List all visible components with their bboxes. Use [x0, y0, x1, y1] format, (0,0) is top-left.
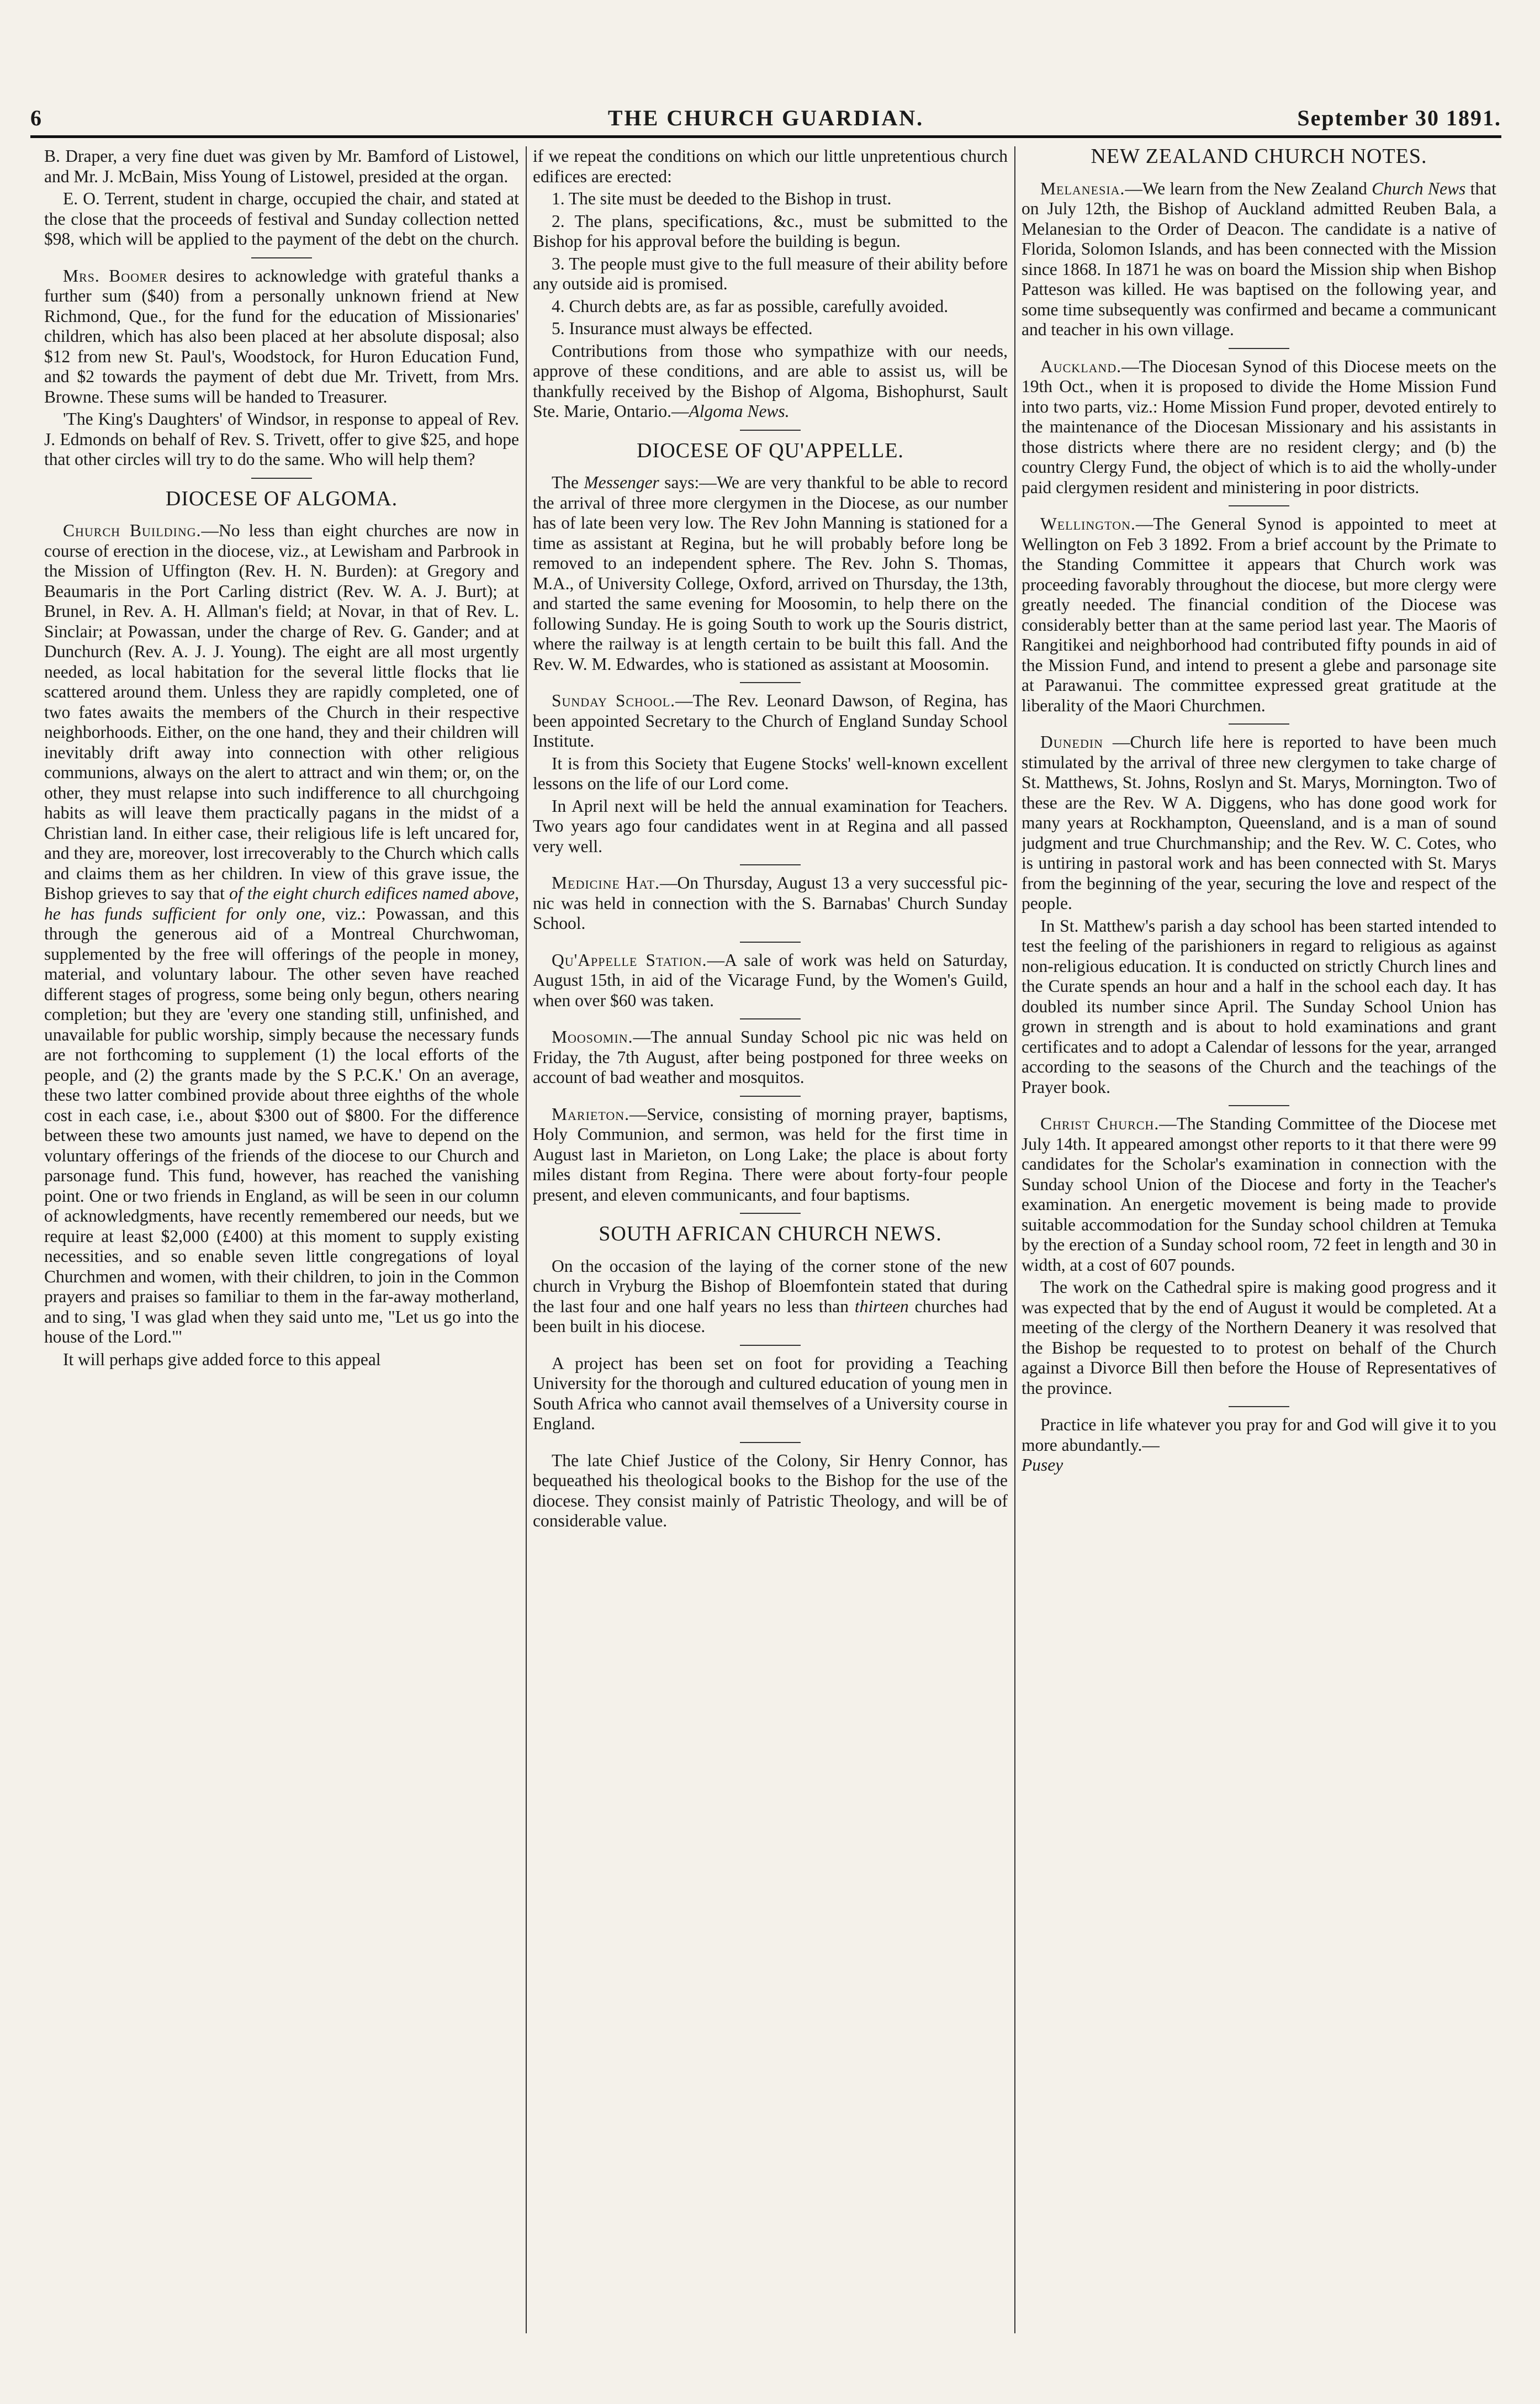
separator: [1229, 1406, 1289, 1407]
separator: [740, 430, 801, 431]
paragraph: if we repeat the conditions on which our little unpretentious church edifices are erected:: [533, 146, 1008, 186]
item-text: Practice in life whatever you pray for and God will give it to you more abundantly.—: [1022, 1415, 1496, 1455]
paragraph: It will perhaps give added force to this appeal: [63, 1349, 381, 1369]
item-lead: Marieton.: [552, 1104, 630, 1124]
item-lead: Church Building.: [63, 521, 202, 540]
paragraph: In St. Matthew's parish a day school has been started intended to test the feeling of the parishioners in regard to religious as against non-religious education. It is conducted on strictly Church lines and the Curate spends an hour and a half in the school each day. It has doubled its number since April. The Sunday School Union has grown in strength and is about to hold examinations and grant certificates and to adopt a Calendar of lessons for the year, arranged according to the seasons of the Church and the teachings of the Prayer book.: [1022, 916, 1496, 1097]
newspaper-title: THE CHURCH GUARDIAN.: [607, 105, 924, 130]
item-text: that on July 12th, the Bishop of Auckland admitted Reuben Bala, a Melanesian to the Order of Deacon. The candidate is a native of Florida, Solomon Islands, and has been connected with the Mission since 1868. In 1871 he was on board the Mission ship when Bishop Patteson was killed. He was baptised on the following year, and some time subsequently was confirmed and became a communicant and teacher in his own village.: [1022, 178, 1496, 339]
paragraph: [533, 1105, 1008, 1206]
item-text: viz.: Powassan, and this through the generous aid of a Montreal Churchwoman, supplemented by the free will offerings of the people in money, material, and voluntary labour. The other seven have reached different stages of progress, some being only begun, others nearing completion; but they are 'every one standing still, unfinished, and unavailable for public worship, simply because the necessary funds are not forthcoming to supplement (1) the local efforts of the people, and (2) the grants made by the S P.C.K.' On an average, these two latter combined provide about three eighths of the whole cost in each case, i.e., about $300 out of $800. For the difference between these two amounts just named, we have to depend on the voluntary offerings of the friends of the diocese to our Church and parsonage fund. This fund, however, has reached the vanishing point. One or two friends in England, as will be seen in our column of acknowledgments, have recently remembered our needs, but we require at least $2,000 (£400) at this moment to supply existing necessities, and so enable seven little congregations of loyal Churchmen and women, with their children, to join in the Common prayers and praises so familiar to them in the far-away motherland, and to sing, 'I was glad when they said unto me, "Let us go into the house of the Lord."': [44, 904, 519, 1346]
item-lead: Mrs. Boomer: [63, 266, 168, 286]
paragraph: The late Chief Justice of the Colony, Sir Henry Connor, has bequeathed his theological books to the Bishop for the use of the diocese. They consist mainly of Patristic Theology, and will be of considerable value.: [533, 1450, 1008, 1530]
separator: [251, 478, 312, 479]
italic-text: of the eight church edifices named above, he has funds sufficient for only one,: [44, 884, 519, 923]
paragraph: [1022, 1415, 1496, 1476]
item-text: Contributions from those who sympathize with our needs, approve of these conditions, and are able to assist us, will be thankfully received by the Bishop of Algoma, Bishophurst, Sault Ste. Marie, Ontario.—: [533, 341, 1008, 421]
list-item: 2. The plans, specifications, &c., must be submitted to the Bishop for his approval before the building is begun.: [533, 211, 1008, 251]
column-rule: [1014, 146, 1015, 2333]
separator: [740, 1096, 801, 1097]
item-lead: Dunedin: [1040, 732, 1104, 752]
paragraph: In April next will be held the annual examination for Teachers. Two years ago four candidates went in at Regina and all passed very well.: [533, 796, 1008, 856]
list-item: 1. The site must be deeded to the Bishop in trust.: [552, 189, 892, 208]
separator: [740, 942, 801, 943]
column-2: [533, 146, 1008, 2344]
separator: [1229, 505, 1289, 506]
italic-text: thirteen: [854, 1296, 909, 1316]
list-item: 5. Insurance must always be effected.: [552, 319, 813, 338]
separator: [1229, 1105, 1289, 1106]
item-lead: Auckland.: [1040, 356, 1122, 376]
separator: [740, 682, 801, 683]
column-1: [44, 146, 519, 2344]
separator: [740, 864, 801, 865]
paragraph: The work on the Cathedral spire is making good progress and it was expected that by the end of August it would be completed. At a meeting of the clergy of the Northern Deanery it was resolved that the Bishop be requested to to protest on behalf of the Church against a Divorce Bill then before the House of Representatives of the province.: [1022, 1277, 1496, 1398]
paragraph: B. Draper, a very fine duet was given by Mr. Bamford of Listowel, and Mr. J. McBain, Miss Young of Listowel, presided at the organ.: [44, 146, 519, 186]
list-item: 3. The people must give to the full measure of their ability before any outside aid is promised.: [533, 253, 1008, 293]
item-text: —We learn from the New Zealand: [1125, 178, 1372, 198]
item-text: churches had been built in his diocese.: [533, 1296, 1008, 1336]
paragraph: [44, 521, 519, 1348]
separator: [740, 1018, 801, 1019]
item-text: says:—We are very thankful to be able to record the arrival of three more clergymen in the Diocese, as our number has of late been very low. The Rev John Manning is stationed for a time as assistant at Regina, but he will probably before long be removed to an independent sphere. The Rev. John S. Thomas, M.A., of University College, Oxford, arrived on Thursday, the 13th, and started the same evening for Moosomin, to help there on the following Sunday. He is going South to work up the Souris district, where the railway is at length certain to be built this fall. And the Rev. W. M. Edwardes, who is stationed as assistant at Moosomin.: [533, 473, 1008, 674]
italic-text: Church News: [1372, 178, 1466, 198]
paragraph: [1022, 1114, 1496, 1275]
item-text: —On Thursday, August 13 a very successful pic-nic was held in connection with the S. Barnabas' Church Sunday School.: [533, 873, 1008, 933]
item-text: —Church life here is reported to have been much stimulated by the arrival of three new clergymen to take charge of St. Matthews, St. Johns, Roslyn and St. Marys, Mornington. Two of these are the Rev. W A. Diggens, who has done good work for many years at Rockhampton, Queensland, and is a man of sound judgment and true Churchmanship; and the Rev. W. C. Cotes, who is untiring in pastoral work and has been connected with St. Marys from the beginning of the year, securing the love and respect of the people.: [1022, 732, 1496, 913]
issue-date: September 30 1891.: [1297, 105, 1501, 130]
paragraph: [533, 873, 1008, 934]
separator: [740, 1442, 801, 1443]
column-3: [1022, 146, 1496, 2344]
item-text: —The annual Sunday School pic nic was held on Friday, the 7th August, after being postponed for three weeks on account of bad weather and mosquitos.: [533, 1027, 1008, 1087]
item-lead: Wellington.: [1040, 514, 1136, 533]
item-text: —Service, consisting of morning prayer, baptisms, Holy Communion, and sermon, was held for the first time in August last in Marieton, on Long Lake; the place is about forty miles distant from Regina. There were about forty-four people present, and eleven communicants, and four baptisms.: [533, 1104, 1008, 1204]
paragraph: It is from this Society that Eugene Stocks' well-known excellent lessons on the life of our Lord come.: [533, 753, 1008, 793]
item-text: The: [552, 473, 584, 492]
separator: [251, 257, 312, 258]
section-heading: DIOCESE OF QU'APPELLE.: [637, 438, 904, 462]
separator: [1229, 348, 1289, 349]
item-lead: Christ Church.: [1040, 1114, 1160, 1133]
separator: [740, 1345, 801, 1346]
item-lead: Qu'Appelle Station.: [552, 950, 707, 970]
paragraph: [533, 950, 1008, 1011]
item-text: —The General Synod is appointed to meet at Wellington on Feb 3 1892. From a brief account by the Primate to the Standing Committee it appears that Church work was proceeding favorably throughout the diocese, but more clergy were greatly needed. The financial condition of the Diocese was considerably better than at the same period last year. The Maoris of Rangitikei and neighborhood had contributed fifty pounds in aid of the Mission Fund, and intend to present a glebe and parsonage site at Parawanui. The committee expressed great gratitude at the liberality of the Maori Churchmen.: [1022, 514, 1496, 715]
page-number: 6: [30, 105, 41, 130]
section-heading: DIOCESE OF ALGOMA.: [165, 487, 398, 510]
paragraph: [533, 473, 1008, 674]
source-credit: Pusey: [1022, 1455, 1063, 1475]
item-text: —A sale of work was held on Saturday, August 15th, in aid of the Vicarage Fund, by the Women's Guild, when over $60 was taken.: [533, 950, 1008, 1010]
list-item: 4. Church debts are, as far as possible, carefully avoided.: [552, 296, 949, 316]
separator: [1229, 723, 1289, 725]
item-text: —No less than eight churches are now in course of erection in the diocese, viz., at Lewisham and Parbrook in the Mission of Uffington (Rev. H. N. Burden): at Gregory and Beaumaris in the Port Carling district (Rev. W. A. J. Burt); at Brunel, in Rev. A. H. Allman's field; at Novar, in that of Rev. L. Sinclair; at Powassan, under the charge of Rev. G. Gander; and at Dunchurch (Rev. A. J. J. Young). The eight are all most urgently needed, as local habitation for the several little flocks that lie scattered around them. Unless they are rapidly completed, one of two fates awaits the members of the Church in their respective neighborhoods. Either, on the one hand, they and their children will inevitably drift away into connection with other religious communions, always on the alert to attract and win them; or, on the other, they must relapse into such indifference to all churchgoing habits as will leave them practically pagans in the midst of a Christian land. In either case, their religious life is left uncared for, and they are, moreover, lost irrecoverably to the Church which calls and claims them as her children. In view of this grave issue, the Bishop grieves to say that: [44, 521, 519, 903]
paragraph: [1022, 179, 1496, 340]
item-lead: Sunday School.: [552, 691, 676, 710]
paragraph: [1022, 732, 1496, 914]
masthead: [30, 97, 1501, 138]
item-text: On the occasion of the laying of the corner stone of the new church in Vryburg the Bishop of Bloemfontein stated that during the last four and one half years no less than: [533, 1256, 1008, 1316]
item-text: —The Standing Committee of the Diocese met July 14th. It appeared amongst other reports to it that there were 99 candidates for the Scholar's examination in connection with the Sunday school Union of the Diocese and forty in the Teacher's examination. An energetic movement is being made to provide suitable accommodation for the Sunday school children at Temuka by the erection of a Sunday school room, 72 feet in length and 30 in width, at a cost of 607 pounds.: [1022, 1114, 1496, 1275]
section-heading: NEW ZEALAND CHURCH NOTES.: [1091, 146, 1427, 168]
source-credit: Algoma News.: [689, 401, 790, 421]
section-heading: SOUTH AFRICAN CHURCH NEWS.: [599, 1222, 942, 1245]
column-rule: [526, 146, 527, 2333]
paragraph: [533, 1256, 1008, 1337]
paragraph: 'The King's Daughters' of Windsor, in response to appeal of Rev. J. Edmonds on behalf of Rev. S. Trivett, offer to give $25, and hope that other circles will try to do the same. Who will help them?: [44, 409, 519, 469]
item-text: desires to acknowledge with grateful thanks a further sum ($40) from a personally unknown friend at New Richmond, Que., for the fund for the education of Missionaries' children, which has also been placed at her absolute disposal; also $12 from new St. Paul's, Woodstock, for Huron Education Fund, and $2 towards the payment of debt due Mr. Trivett, from Mrs. Browne. These sums will be handed to Treasurer.: [44, 266, 519, 406]
paragraph: [533, 1027, 1008, 1088]
item-lead: Melanesia.: [1040, 178, 1125, 198]
paragraph: [1022, 514, 1496, 716]
separator: [740, 1213, 801, 1214]
item-text: —The Rev. Leonard Dawson, of Regina, has been appointed Secretary to the Church of England Sunday School Institute.: [533, 691, 1008, 751]
italic-text: Messenger: [584, 473, 659, 492]
paragraph: E. O. Terrent, student in charge, occupied the chair, and stated at the close that the proceeds of festival and Sunday collection netted $98, which will be applied to the payment of the debt on the church.: [44, 189, 519, 249]
paragraph: [44, 266, 519, 408]
item-lead: Moosomin.: [552, 1027, 633, 1047]
paragraph: A project has been set on foot for providing a Teaching University for the thorough and cultured education of young men in South Africa who cannot avail themselves of a University course in England.: [533, 1353, 1008, 1433]
paragraph: [533, 341, 1008, 422]
paragraph: [1022, 357, 1496, 498]
item-text: —The Diocesan Synod of this Diocese meets on the 19th Oct., when it is proposed to divide the Home Mission Fund into two parts, viz.: Home Mission Fund proper, devoted entirely to the maintenance of the Diocesan Missionary and his assistants in those districts where there are no resident clergy; and (b) the country Clergy Fund, the object of which is to aid the wholly-under paid clergymen resident and ministering in poor districts.: [1022, 356, 1496, 497]
paragraph: [533, 691, 1008, 752]
item-lead: Medicine Hat.: [552, 873, 660, 892]
